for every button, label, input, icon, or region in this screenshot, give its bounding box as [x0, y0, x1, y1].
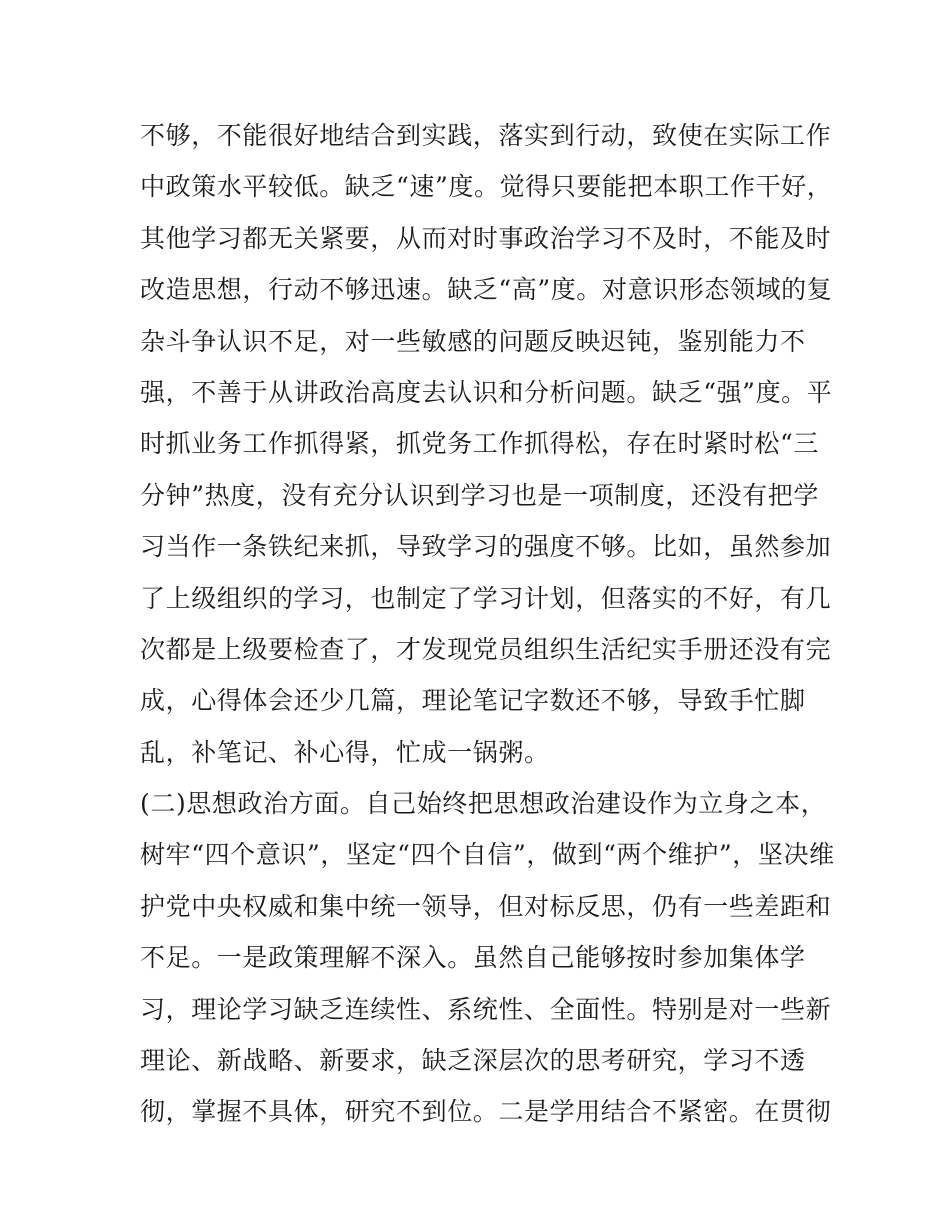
text-line: 习，理论学习缺乏连续性、系统性、全面性。特别是对一些新 [140, 994, 832, 1024]
text-line: 杂斗争认识不足，对一些敏感的问题反映迟钝，鉴别能力不 [140, 326, 806, 356]
text-line: 分钟”热度，没有充分认识到学习也是一项制度，还没有把学 [140, 480, 819, 510]
text-line: 成，心得体会还少几篇，理论笔记字数还不够，导致手忙脚 [140, 686, 806, 716]
body-text [140, 110, 835, 1138]
text-line: 树牢“四个意识”，坚定“四个自信”，做到“两个维护”，坚决维 [140, 840, 835, 870]
text-line: 不够，不能很好地结合到实践，落实到行动，致使在实际工作 [140, 121, 832, 150]
section-heading-line: (二)思想政治方面。自己始终把思想政治建设作为立身之本， [140, 789, 827, 819]
text-line: 次都是上级要检查了，才发现党员组织生活纪实手册还没有完 [140, 634, 832, 664]
text-line: 乱，补笔记、补心得，忙成一锅粥。 [140, 737, 550, 767]
text-line: 彻，掌握不具体，研究不到位。二是学用结合不紧密。在贯彻 [140, 1097, 832, 1127]
text-line: 不足。一是政策理解不深入。虽然自己能够按时参加集体学 [140, 943, 806, 973]
text-line: 改造思想，行动不够迅速。缺乏“高”度。对意识形态领域的复 [140, 275, 833, 305]
text-line: 了上级组织的学习，也制定了学习计划，但落实的不好，有几 [140, 583, 832, 613]
text-line: 理论、新战略、新要求，缺乏深层次的思考研究，学习不透 [140, 1046, 806, 1076]
text-line: 时抓业务工作抓得紧，抓党务工作抓得松，存在时紧时松“三 [140, 429, 819, 459]
text-line: 习当作一条铁纪来抓，导致学习的强度不够。比如，虽然参加 [140, 532, 832, 562]
text-line: 中政策水平较低。缺乏“速”度。觉得只要能把本职工作干好， [140, 172, 833, 202]
text-line: 护党中央权威和集中统一领导，但对标反思，仍有一些差距和 [140, 891, 832, 921]
text-line: 强，不善于从讲政治高度去认识和分析问题。缺乏“强”度。平 [140, 377, 833, 407]
text-line: 其他学习都无关紧要，从而对时事政治学习不及时，不能及时 [140, 223, 832, 253]
